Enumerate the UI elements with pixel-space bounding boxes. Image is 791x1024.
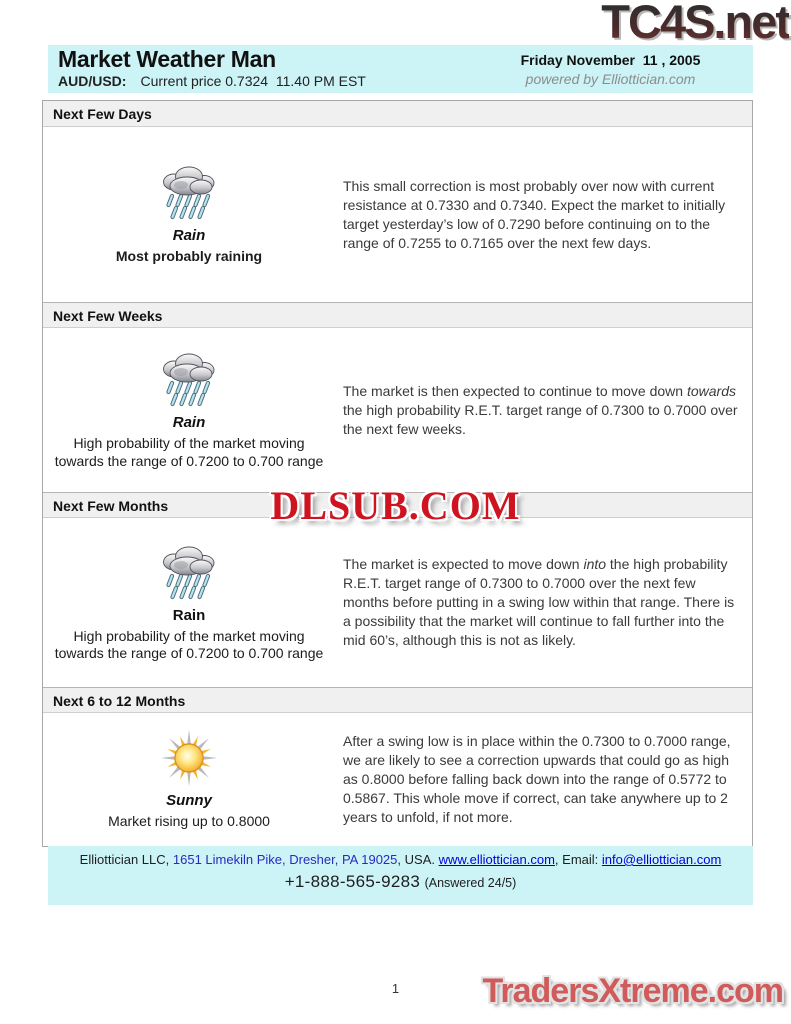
header-right bbox=[468, 45, 753, 93]
condition-label: Rain bbox=[172, 227, 206, 245]
text-segment: After a swing low is in place within the 0.7300 to 0.7000 range, we are likely to see a correction upwards that could go as high as 0.8000 before falling back down into the range of 0.5772 to 0.5867. This whole move if correct, can take anywhere up to 2 years to unfold, if not more. bbox=[343, 733, 731, 825]
text-segment: 1651 Limekiln Pike, Dresher, PA 19025 bbox=[172, 852, 398, 867]
text-segment: The market is then expected to continue to move down bbox=[343, 382, 687, 399]
phone-line bbox=[48, 872, 753, 892]
rain-icon bbox=[157, 543, 221, 603]
sun-icon bbox=[158, 728, 220, 788]
elliottician-link[interactable]: www.elliottician.com bbox=[438, 852, 555, 867]
text-segment: towards bbox=[686, 382, 737, 399]
tradersxtreme-watermark: TradersXtreme.com bbox=[482, 972, 783, 1010]
footer bbox=[48, 846, 753, 905]
section-heading: Next 6 to 12 Months bbox=[43, 687, 752, 713]
header-left bbox=[48, 45, 366, 93]
text-segment: into bbox=[583, 556, 607, 572]
email-link[interactable]: info@elliottician.com bbox=[601, 852, 722, 867]
text-segment: This small correction is most probably over now with current resistance at 0.7330 and 0.7340. Expect the market to initially target yesterday’s low of 0.7290 before continuing on to the range of 0.7255 to 0.7165 over the next few days. bbox=[343, 177, 726, 251]
condition-caption: Most probably raining bbox=[115, 248, 263, 265]
section-next-few-weeks bbox=[43, 302, 752, 492]
tc4s-watermark: TC4S.net bbox=[601, 0, 789, 48]
section-next-6-to-12-months bbox=[43, 687, 752, 846]
condition-label: Rain bbox=[172, 606, 206, 624]
forecast-text bbox=[335, 555, 752, 650]
page-number: 1 bbox=[391, 981, 400, 996]
company-address bbox=[48, 846, 753, 868]
forecast-text bbox=[335, 382, 752, 439]
section-heading: Next Few Days bbox=[43, 101, 752, 127]
dlsub-watermark: DLSUB.COM bbox=[270, 483, 521, 528]
text-segment: , USA. bbox=[397, 852, 439, 867]
phone-number: +1-888-565-9283 bbox=[284, 872, 421, 891]
report-date: Friday November 11 , 2005 bbox=[520, 52, 701, 68]
text-segment: the high probability R.E.T. target range of 0.7300 to 0.7000 over the next few weeks. bbox=[343, 401, 738, 437]
forecast-text bbox=[335, 177, 752, 253]
forecast-text bbox=[335, 732, 752, 827]
section-heading: Next Few Weeks bbox=[43, 302, 752, 328]
forecast-box bbox=[42, 100, 753, 847]
text-segment: Elliottician LLC, bbox=[79, 852, 173, 867]
answered-note: (Answered 24/5) bbox=[424, 876, 517, 890]
text-segment: The market is expected to move down bbox=[343, 556, 584, 572]
text-segment: , Email: bbox=[554, 852, 602, 867]
text-segment: the high probability R.E.T. target range of 0.7300 to 0.7000 over the next few months before putting in a swing low within that range. There is a possibility that the market will continue to fall further into the mid 60’s, although this is not as likely. bbox=[343, 556, 735, 648]
price-line bbox=[58, 73, 366, 90]
rain-icon bbox=[157, 163, 221, 223]
powered-by: powered by Elliottician.com bbox=[525, 71, 696, 87]
condition-caption: High probability of the market moving towards the range of 0.7200 to 0.700 range bbox=[54, 435, 324, 469]
condition-caption: Market rising up to 0.8000 bbox=[108, 813, 270, 830]
condition-label: Rain bbox=[172, 414, 206, 431]
page-title: Market Weather Man bbox=[58, 46, 276, 72]
condition-label: Sunny bbox=[166, 792, 212, 810]
header bbox=[48, 45, 753, 93]
section-next-few-days bbox=[43, 101, 752, 302]
section-heading: Next Few Months bbox=[43, 492, 752, 518]
condition-caption: High probability of the market moving towards the range of 0.7200 to 0.700 range bbox=[54, 627, 324, 661]
current-price: Current price 0.7324 11.40 PM EST bbox=[140, 73, 366, 89]
rain-icon bbox=[157, 350, 221, 410]
currency-pair-label: AUD/USD: bbox=[58, 73, 127, 89]
